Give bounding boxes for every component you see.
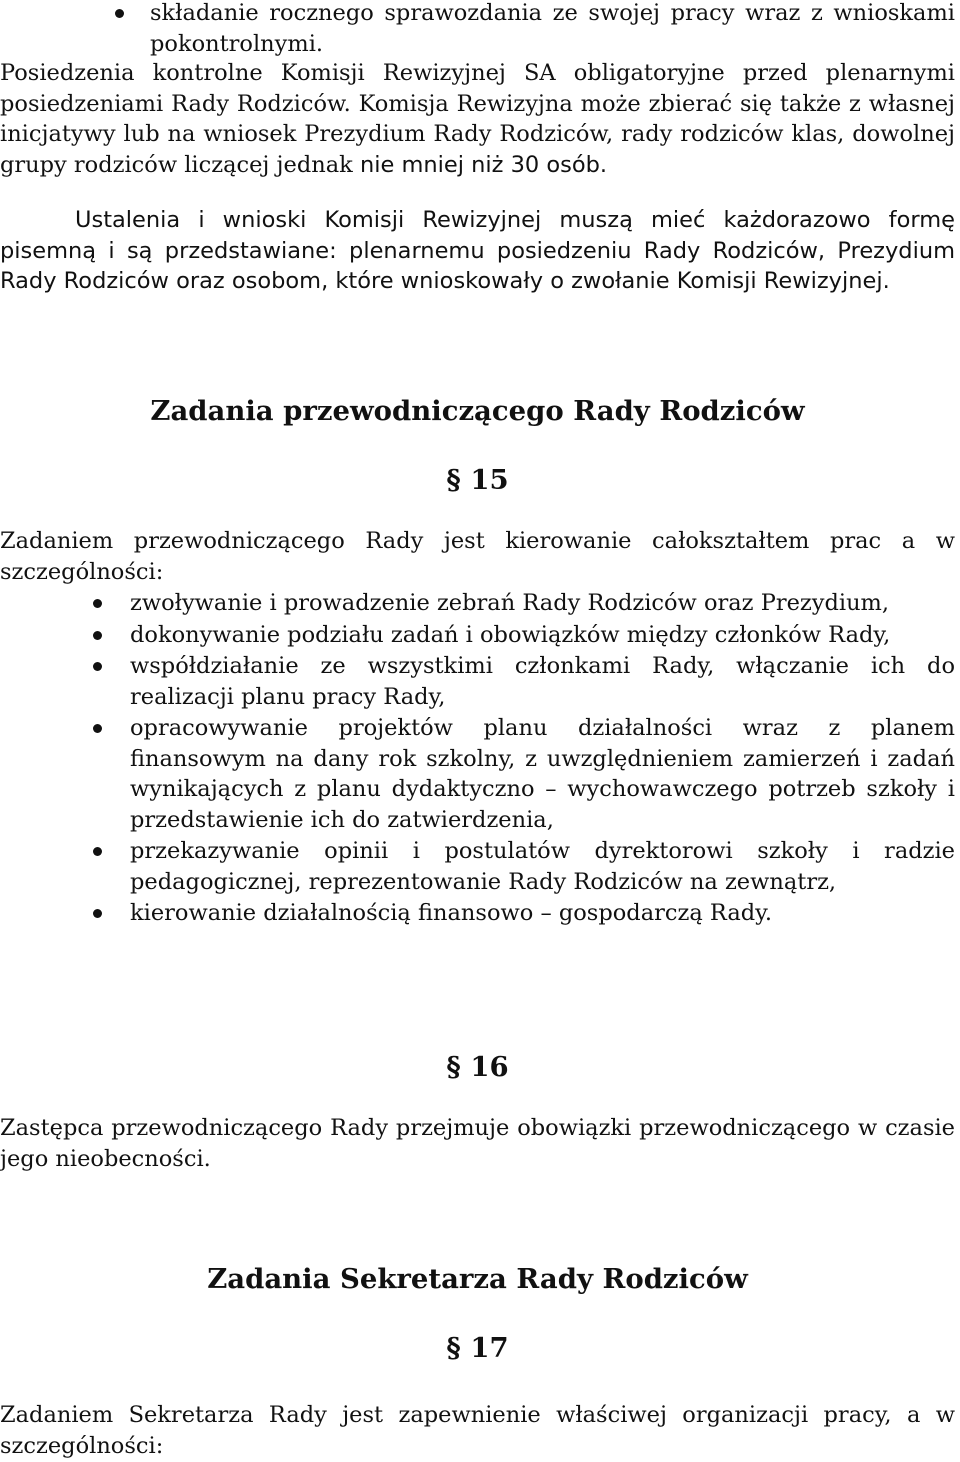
paragraph-number-17: § 17 (446, 1332, 509, 1364)
paragraph-text: nie mniej niż 30 osób. (359, 151, 608, 178)
paragraph-number-15: § 15 (446, 464, 509, 496)
list-item: kierowanie działalnością finansowo – gospodarczą Rady. (0, 898, 955, 929)
list-item: dokonywanie podziału zadań i obowiązków między członków Rady, (0, 620, 955, 651)
commission-meetings-paragraph (0, 58, 955, 180)
section-title-chairman: Zadania przewodniczącego Rady Rodziców (150, 395, 805, 427)
paragraph-text: Posiedzenia kontrolne Komisji Rewizyjnej SA obligatoryjne przed plenarnymi posiedzeniami Rady Rodziców. Komisja Rewizyjna może zbierać się także z własnej inicjatywy lub na wniosek Prezydium Rady Rodziców, rady rodziców klas, dowolnej grupy rodziców liczącej jednak (0, 60, 955, 178)
list-item: opracowywanie projektów planu działalności wraz z planem finansowym na dany rok szkolny, z uwzględnieniem zamierzeń i zadań wynikających z planu dydaktyczno – wychowawczego potrzeb szkoły i przedstawienie ich do zatwierdzenia, (0, 713, 955, 835)
paragraph-number-16: § 16 (446, 1051, 509, 1083)
list-item: przekazywanie opinii i postulatów dyrektorowi szkoły i radzie pedagogicznej, reprezentowanie Rady Rodziców na zewnątrz, (0, 836, 955, 897)
list-item: składanie rocznego sprawozdania ze swojej pracy wraz z wnioskami pokontrolnymi. (0, 0, 955, 59)
list-item: zwoływanie i prowadzenie zebrań Rady Rodziców oraz Prezydium, (0, 588, 955, 619)
list-item: współdziałanie ze wszystkimi członkami Rady, włączanie ich do realizacji planu pracy Rady, (0, 651, 955, 712)
chairman-duties-intro: Zadaniem przewodniczącego Rady jest kierowanie całokształtem prac a w szczególności: (0, 528, 955, 585)
continued-bullet-list (0, 0, 955, 59)
secretary-duties-intro: Zadaniem Sekretarza Rady jest zapewnienie właściwej organizacji pracy, a w szczególności: (0, 1402, 955, 1459)
chairman-duties-list (0, 588, 955, 930)
section-title-secretary: Zadania Sekretarza Rady Rodziców (207, 1263, 748, 1295)
deputy-chairman-paragraph: Zastępca przewodniczącego Rady przejmuje obowiązki przewodniczącego w czasie jego nieobecności. (0, 1115, 955, 1172)
commission-findings-paragraph: Ustalenia i wnioski Komisji Rewizyjnej muszą mieć każdorazowo formę pisemną i są przedstawiane: plenarnemu posiedzeniu Rady Rodziców, Prezydium Rady Rodziców oraz osobom, które wnioskowały o zwołanie Komisji Rewizyjnej. (0, 207, 955, 294)
